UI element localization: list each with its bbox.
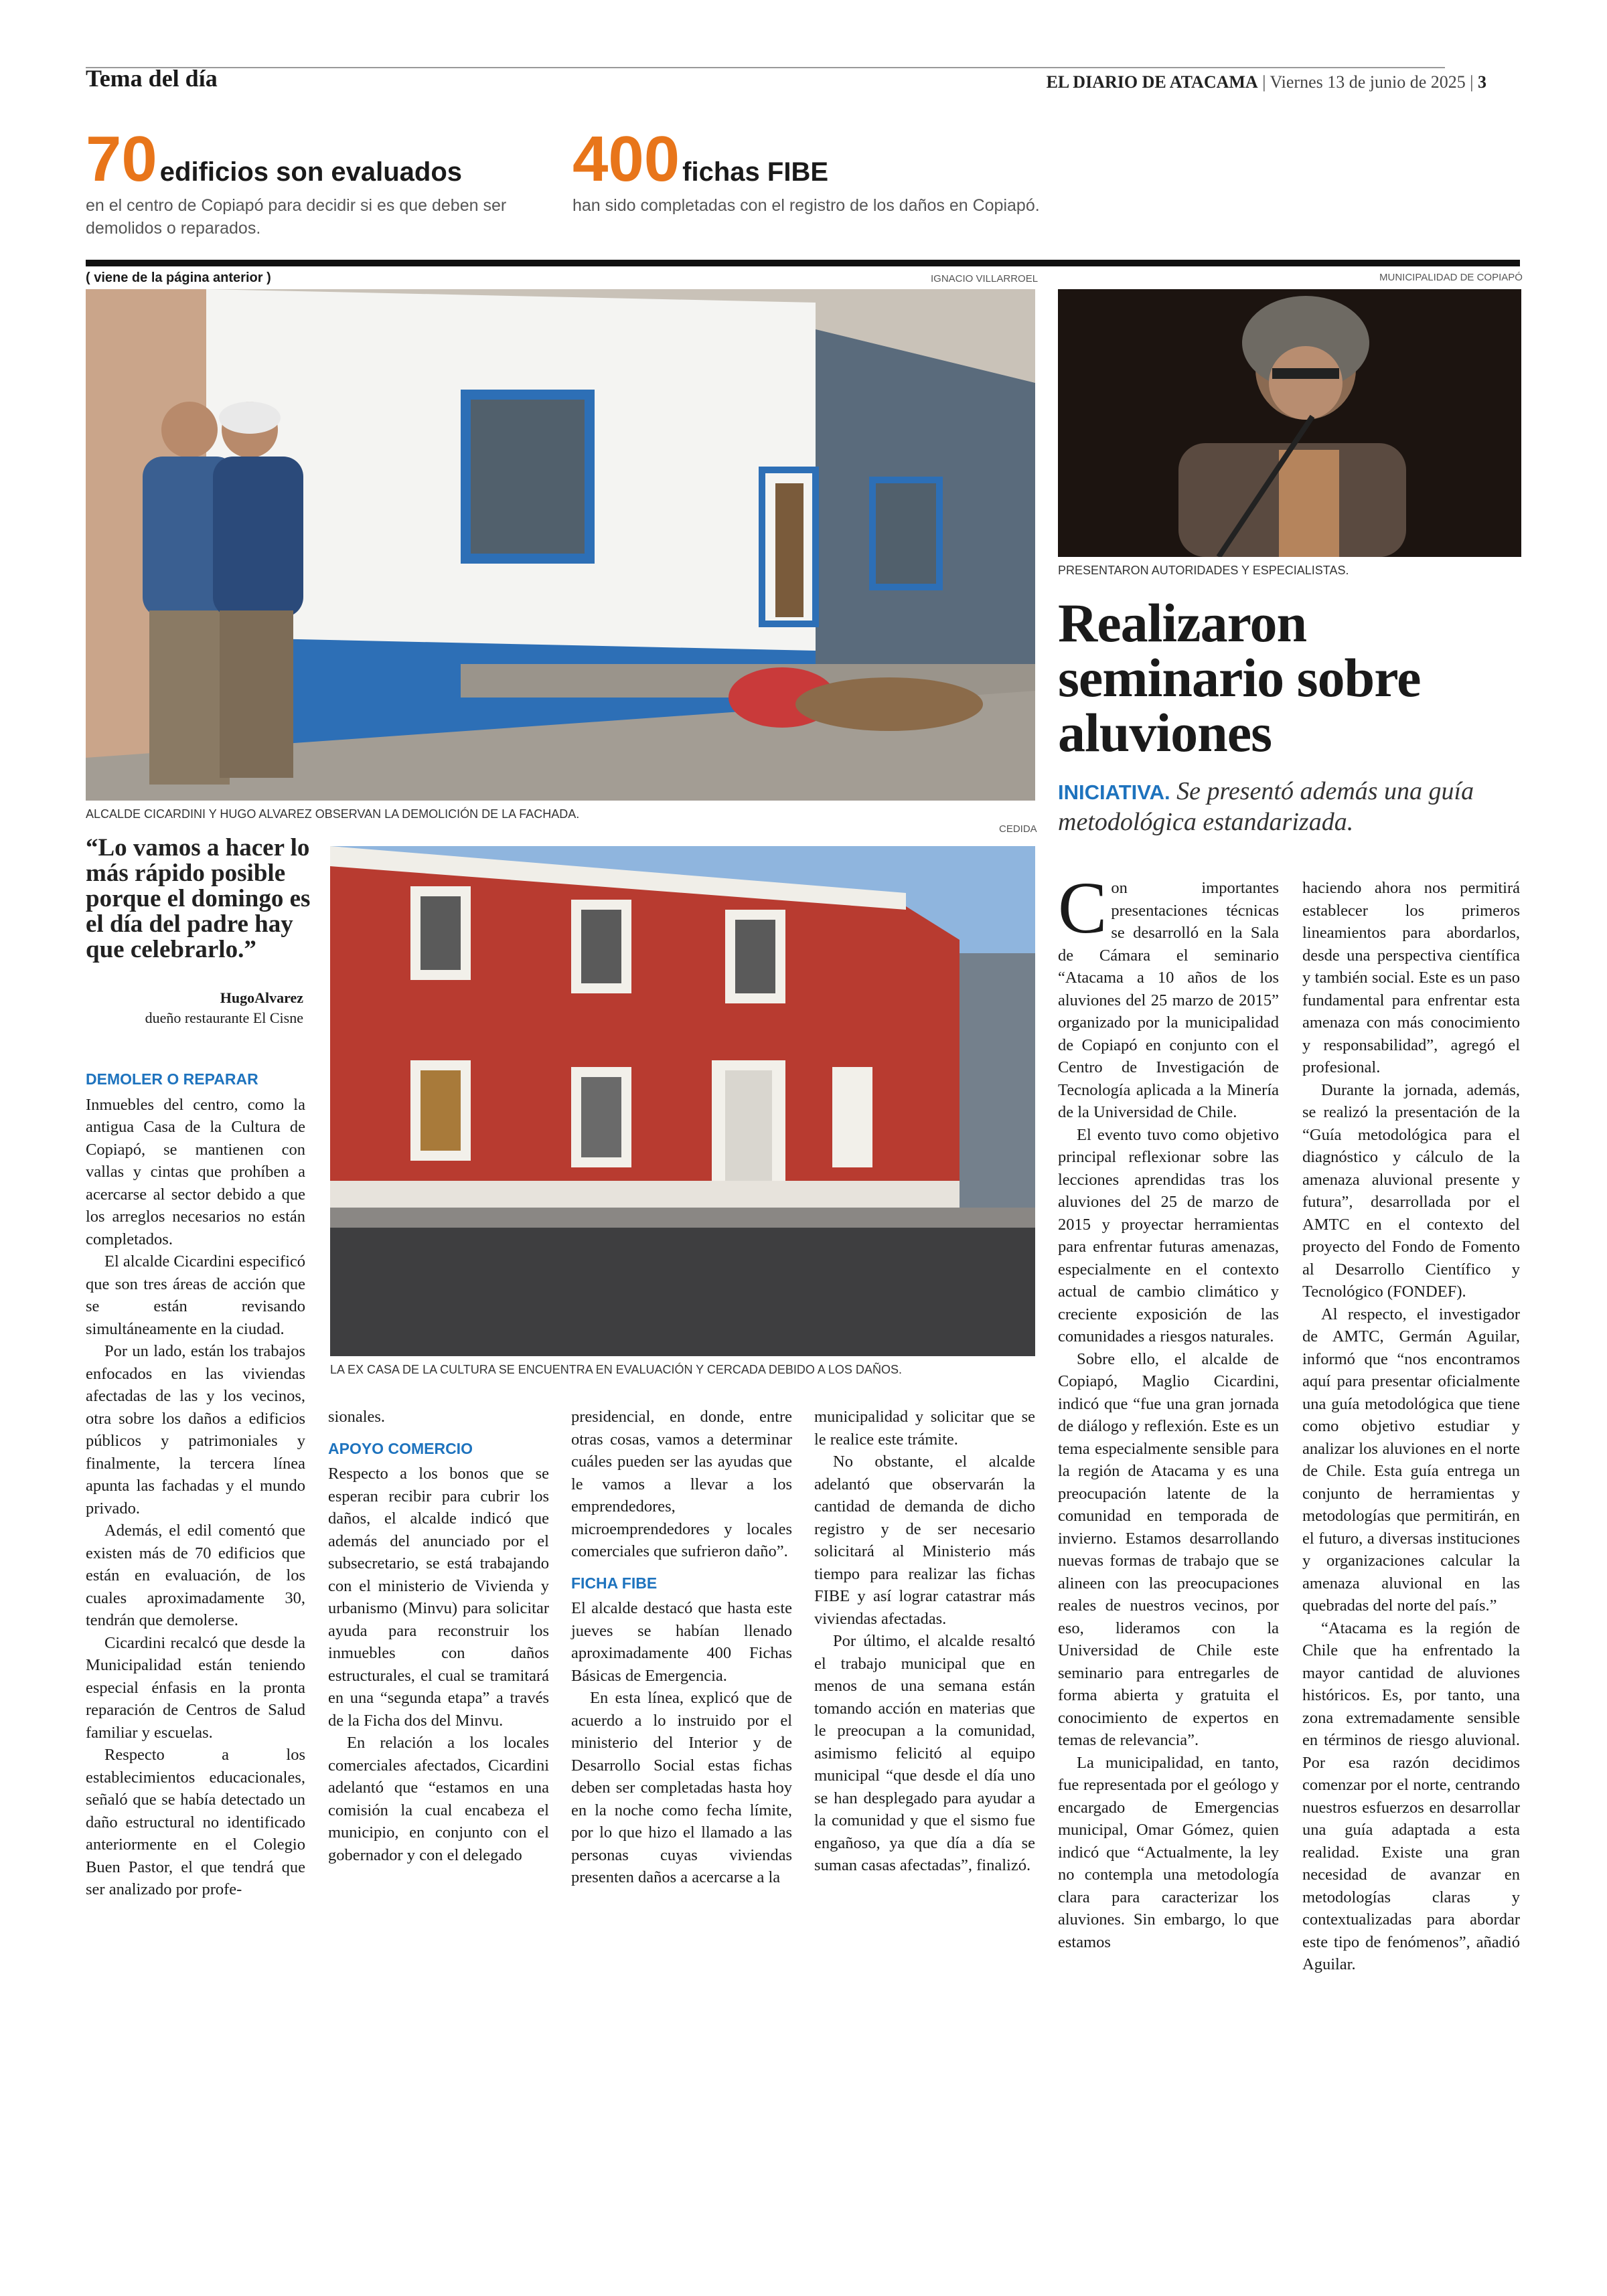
quote-role: dueño restaurante El Cisne [145, 1009, 303, 1026]
seminar-column-1 [1058, 867, 1279, 1953]
issue-date: Viernes 13 de junio de 2025 [1270, 72, 1466, 92]
paragraph: Sobre ello, el alcalde de Copiapó, Maglio Cicardini, indicó que “fue una gran jornada de diálogo y reflexión. Este es un tema especialmente sensible para la región de Atacama y es una preocupación latente de la comunidad en temporada de invierno. Estamos desarrollando nuevas formas de trabajo que se alineen con las preocupaciones reales de nuestros vecinos, por eso, lideramos con la Universidad de Chile este seminario para entregarles de forma abierta y gratuita el conocimiento de expertos en temas de relevancia”. [1058, 1349, 1279, 1749]
paragraph: haciendo ahora nos permitirá establecer los primeros lineamientos para abordarlos, desde una perspectiva científica y también social. Este es un paso fundamental para enfrentar esta amenaza con más conocimiento y responsabilidad”, agregó el profesional. [1302, 879, 1520, 1076]
stat-block-2 [572, 123, 1081, 217]
stat-label: fichas FIBE [682, 157, 829, 187]
stat-block-1 [86, 123, 554, 240]
masthead: EL DIARIO DE ATACAMA | Viernes 13 de junio de 2025 | 3 [1046, 72, 1486, 92]
article-column-4 [814, 1406, 1035, 1877]
section-divider [86, 260, 1520, 266]
photo-caption: LA EX CASA DE LA CULTURA SE ENCUENTRA EN EVALUACIÓN Y CERCADA DEBIDO A LOS DAÑOS. [330, 1363, 902, 1376]
article-column-2 [328, 1406, 549, 1866]
stat-label: edificios son evaluados [159, 157, 463, 187]
subhead: APOYO COMERCIO [328, 1439, 473, 1457]
photo-credit: CEDIDA [999, 823, 1037, 835]
paragraph: sionales. [328, 1408, 386, 1426]
paragraph: En esta línea, explicó que de acuerdo a lo instruido por el ministerio del Interior y de Desarrollo Social estas fichas deben ser completadas hasta hoy en la noche como fecha límite, por lo que hizo el llamado a las personas cuyas viviendas presenten daños a acercarse a la [571, 1689, 792, 1886]
stat-number: 400 [572, 123, 680, 195]
subhead: DEMOLER O REPARAR [86, 1070, 258, 1088]
seminar-column-2 [1302, 877, 1520, 1976]
paragraph: Por último, el alcalde resaltó el trabajo municipal que en menos de una semana están tomando acción en materias que le preocupan a la comunidad, asimismo felicitó al equipo municipal “que desde el día uno se han desplegado para ayudar a la comunidad y que el sismo fue engañoso, ya que día a día se suman casas afectadas”, finalizó. [814, 1632, 1035, 1874]
continued-note: ( viene de la página anterior ) [86, 270, 271, 285]
quote-attribution [86, 988, 303, 1028]
paragraph: presidencial, en donde, entre otras cosas, vamos a determinar cuáles pueden ser las ayudas que le vamos a llevar a los emprendedores, microemprendedores y locales comerciales que sufrieron daño”. [571, 1408, 792, 1560]
paragraph: Además, el edil comentó que existen más de 70 edificios que están en evaluación, de los cuales aproximadamente 30, tendrán que demolerse. [86, 1522, 305, 1629]
paragraph: Respecto a los bonos que se esperan recibir para cubrir los daños, el alcalde indicó que además del anunciado por el subsecretario, se está trabajando con el ministerio de Vivienda y urbanismo (Minvu) para solicitar ayuda para reconstruir los inmuebles con daños estructurales, el cual se tramitará en una “segunda etapa” a través de la Ficha dos del Minvu. [328, 1465, 549, 1730]
subhead: FICHA FIBE [571, 1574, 658, 1592]
demolition-photo [86, 289, 1035, 801]
paragraph: Inmuebles del centro, como la antigua Casa de la Cultura de Copiapó, se mantienen con vallas y cintas que prohíben a acercarse al sector debido a que los arreglos necesarios no están completados. [86, 1095, 305, 1248]
article-deck [1058, 776, 1500, 837]
header-rule [86, 67, 1445, 68]
page-number: 3 [1478, 72, 1486, 92]
stat-text: en el centro de Copiapó para decidir si es que deben ser demolidos o reparados. [86, 196, 507, 238]
deck-text: Se presentó además una guía metodológica estandarizada. [1058, 777, 1474, 836]
paragraph: No obstante, el alcalde adelantó que observarán la cantidad de demanda de dicho registro y de ser necesario solicitará al Ministerio más tiempo para realizar las fichas FIBE y así lograr catastrar más viviendas afectadas. [814, 1453, 1035, 1628]
paragraph: El evento tuvo como objetivo principal reflexionar sobre las lecciones aprendidas tras los aluviones del 25 de marzo de 2015 y proyectar herramientas para enfrentar futuras amenazas, especialmente en el contexto actual de cambio climático y creciente exposición de las comunidades a riesgos naturales. [1058, 1125, 1279, 1345]
stat-number: 70 [86, 123, 157, 195]
paragraph: municipalidad y solicitar que se le realice este trámite. [814, 1408, 1035, 1449]
seminar-photo [1058, 289, 1521, 557]
paragraph: Respecto a los establecimientos educacionales, señaló que se había detectado un daño estructural no identificado anteriormente en el Colegio Buen Pastor, el que tendrá que ser analizado por profe- [86, 1746, 305, 1898]
paragraph: Por un lado, están los trabajos enfocados en las viviendas afectadas de las y los vecinos, otra sobre los daños a edificios públicos y patrimoniales y finalmente, la tercera línea apunta las fachadas y el mundo privado. [86, 1342, 305, 1518]
quote-author: HugoAlvarez [220, 989, 303, 1006]
photo-credit: MUNICIPALIDAD DE COPIAPÓ [1379, 272, 1523, 283]
photo-caption: PRESENTARON AUTORIDADES Y ESPECIALISTAS. [1058, 564, 1349, 577]
paragraph: “Atacama es la región de Chile que ha enfrentado la mayor cantidad de aluviones históricos. Es, por tanto, una zona extremadamente sensible en términos de riesgo aluvional. Por esa razón decidimos comenzar por el norte, centrando nuestros esfuerzos en desarrollar una guía adaptada a esta realidad. Existe una gran necesidad de avanzar en metodologías claras y contextualizadas para abordar este tipo de fenómenos”, añadió Aguilar. [1302, 1619, 1520, 1973]
drop-cap: C [1058, 867, 1107, 949]
pull-quote: “Lo vamos a hacer lo más rápido posible porque el domingo es el día del padre hay que celebrarlo.” [86, 834, 311, 963]
deck-kicker: INICIATIVA. [1058, 781, 1170, 804]
paragraph: La municipalidad, en tanto, fue representada por el geólogo y encargado de Emergencias municipal, Omar Gómez, quien indicó que “Actualmente, la ley no contempla una metodología clara para caracterizar los aluviones. Sin embargo, lo que estamos [1058, 1753, 1279, 1951]
article-column-3 [571, 1406, 792, 1889]
photo-credit: IGNACIO VILLARROEL [931, 273, 1039, 284]
newspaper-name: EL DIARIO DE ATACAMA [1046, 72, 1258, 92]
casa-cultura-photo [330, 846, 1035, 1356]
paragraph: Con importantes presentaciones técnicas se desarrolló en la Sala de Cámara el seminario “Atacama a 10 años de los aluviones del 25 marzo de 2015” organizado por la municipalidad de Copiapó en conjunto con el Centro de Investigación de Tecnología aplicada a la Minería de la Universidad de Chile. [1058, 867, 1279, 1121]
article-headline: Realizaron seminario sobre aluviones [1058, 592, 1421, 763]
article-column-1 [86, 1068, 305, 1901]
paragraph: Cicardini recalcó que desde la Municipalidad están teniendo especial énfasis en la pronta reparación de Centros de Salud familiar y escuelas. [86, 1633, 305, 1742]
paragraph: Al respecto, el investigador de AMTC, Germán Aguilar, informó que “nos encontramos aquí para presentar oficialmente una guía metodológica que tiene como objetivo estudiar y analizar los aluviones en el norte de Chile. Esta guía entrega un conjunto de herramientas y metodologías que permitirán, en el futuro, a diversas instituciones y organizaciones calcular la amenaza aluvional en las quebradas del norte del país.” [1302, 1305, 1520, 1615]
seminar-illustration [1058, 289, 1521, 557]
casa-cultura-illustration [330, 846, 1035, 1356]
photo-caption: ALCALDE CICARDINI Y HUGO ALVAREZ OBSERVAN LA DEMOLICIÓN DE LA FACHADA. [86, 807, 580, 821]
paragraph: El alcalde destacó que hasta este jueves se habían llenado aproximadamente 400 Fichas Básicas de Emergencia. [571, 1599, 792, 1685]
section-label: Tema del día [86, 65, 218, 92]
demolition-illustration [86, 289, 1035, 801]
paragraph: Durante la jornada, además, se realizó la presentación de la “Guía metodológica para el diagnóstico y cálculo de la amenaza aluvional presente y futura”, desarrollada por el AMTC en el contexto del proyecto del Fondo de Fomento al Desarrollo Científico y Tecnológico (FONDEF). [1302, 1080, 1520, 1301]
paragraph: En relación a los locales comerciales afectados, Cicardini adelantó que “estamos en una comisión la cual encabeza el municipio, en conjunto con el gobernador y con el delegado [328, 1734, 549, 1864]
paragraph: El alcalde Cicardini especificó que son tres áreas de acción que se están revisando simultáneamente en la ciudad. [86, 1252, 305, 1338]
stat-text: han sido completadas con el registro de los daños en Copiapó. [572, 196, 1040, 215]
